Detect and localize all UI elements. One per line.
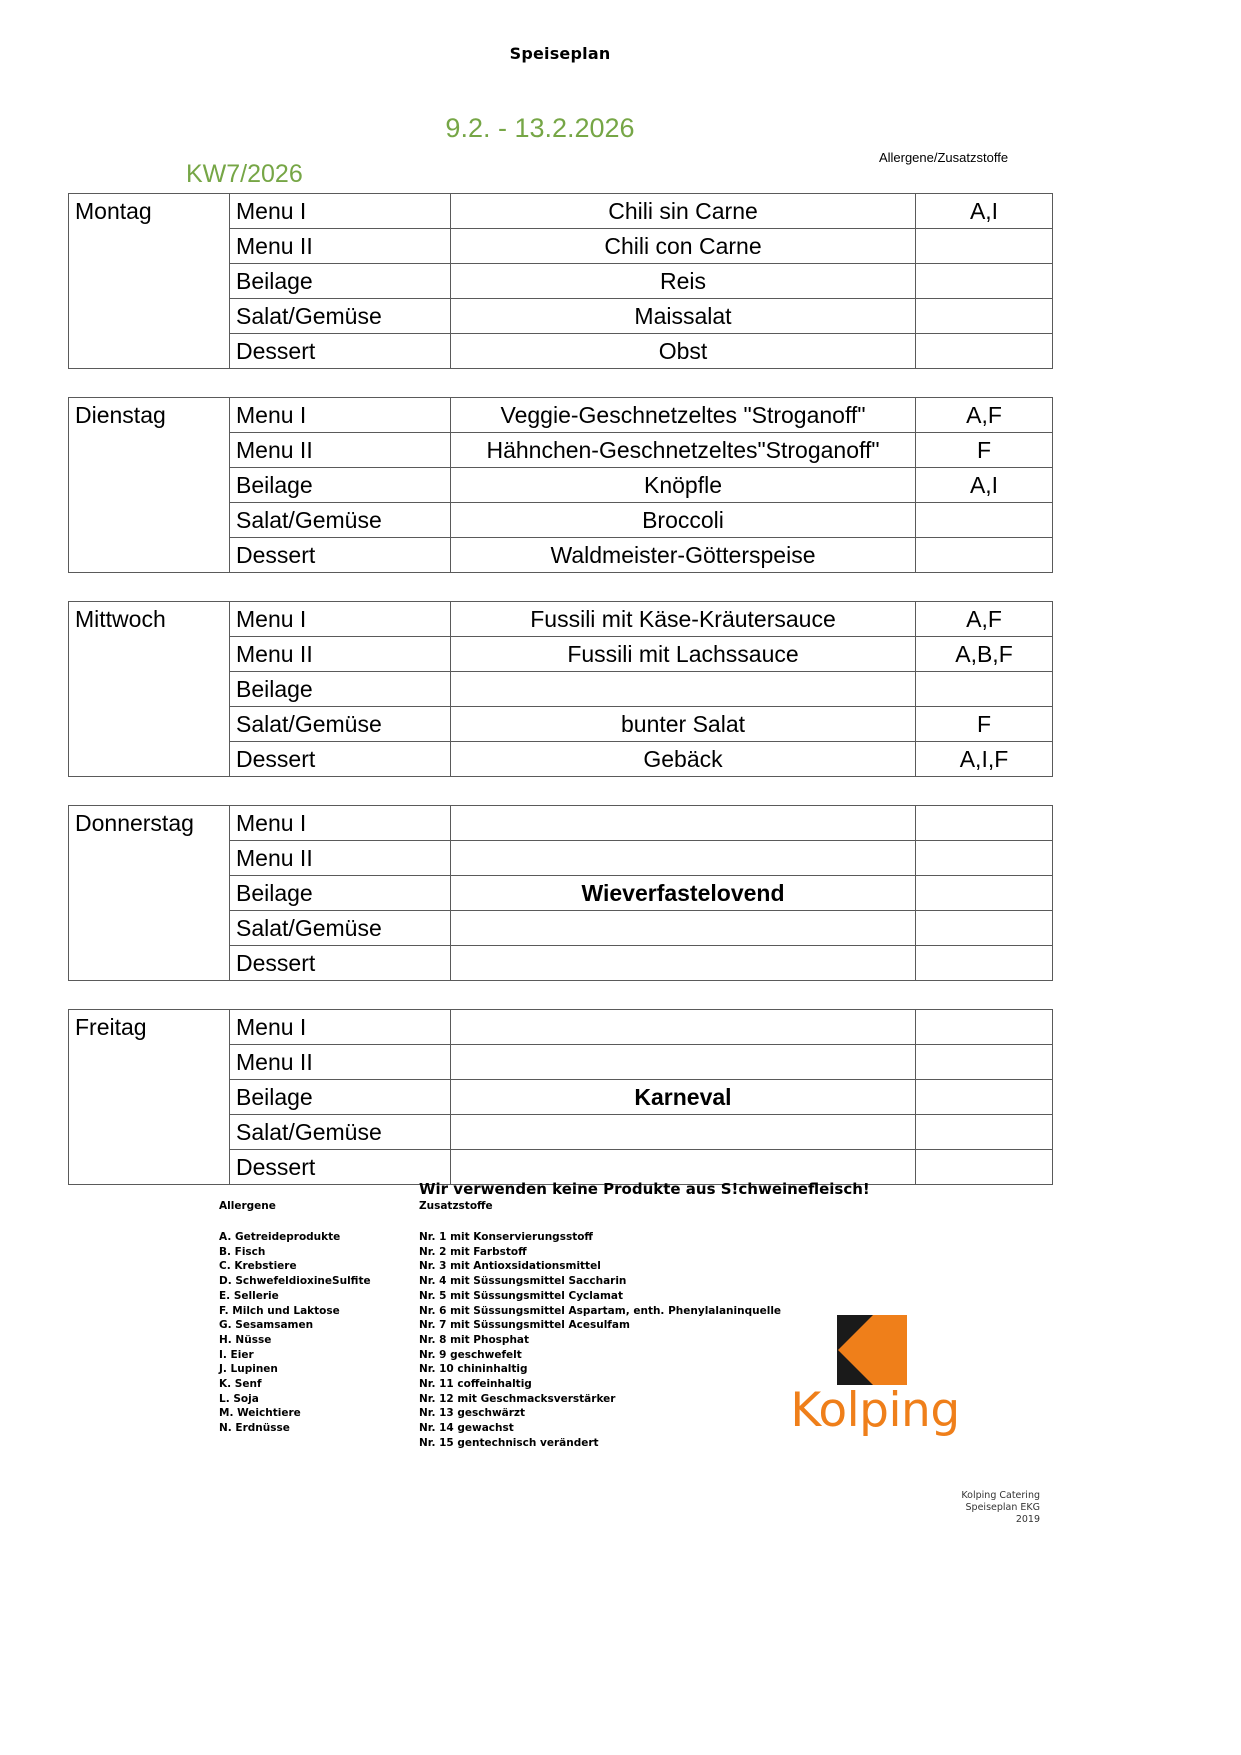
allergen-codes <box>916 672 1053 707</box>
dish-name <box>451 1115 916 1150</box>
allergen-codes: F <box>916 433 1053 468</box>
allergen-codes <box>916 334 1053 369</box>
table-row <box>69 264 1053 299</box>
row-kind: Dessert <box>230 1150 451 1185</box>
row-kind: Salat/Gemüse <box>230 299 451 334</box>
row-kind: Dessert <box>230 334 451 369</box>
dish-name: Chili sin Carne <box>451 194 916 229</box>
dish-name: Maissalat <box>451 299 916 334</box>
holiday-note: Karneval <box>451 1080 916 1115</box>
day-spacer <box>69 503 230 538</box>
document-footer <box>880 1490 1040 1526</box>
dish-name: Chili con Carne <box>451 229 916 264</box>
dish-name: Fussili mit Lachssauce <box>451 637 916 672</box>
row-kind: Menu I <box>230 194 451 229</box>
allergen-codes <box>916 911 1053 946</box>
legend-allergen-item: I. Eier <box>219 1348 254 1361</box>
legend-additives-title: Zusatzstoffe <box>419 1200 493 1212</box>
row-kind: Menu II <box>230 637 451 672</box>
allergen-codes <box>916 229 1053 264</box>
allergen-codes <box>916 1150 1053 1185</box>
legend-additive-item: Nr. 12 mit Geschmacksverstärker <box>419 1392 616 1405</box>
day-name-montag: Montag <box>69 194 230 229</box>
allergen-codes: A,I,F <box>916 742 1053 777</box>
dish-name: Reis <box>451 264 916 299</box>
legend-additive-item: Nr. 9 geschwefelt <box>419 1348 522 1361</box>
day-table-dienstag <box>68 397 1053 573</box>
table-row <box>69 468 1053 503</box>
allergen-codes <box>916 946 1053 981</box>
legend-allergen-item: J. Lupinen <box>219 1363 278 1376</box>
row-kind: Menu II <box>230 229 451 264</box>
dish-name <box>451 672 916 707</box>
legend-additives-column <box>419 1200 781 1451</box>
allergen-codes: A,I <box>916 194 1053 229</box>
allergen-codes <box>916 538 1053 573</box>
table-row <box>69 911 1053 946</box>
row-kind: Menu II <box>230 841 451 876</box>
legend-additive-item: Nr. 7 mit Süssungsmittel Acesulfam <box>419 1319 630 1332</box>
allergen-codes: A,I <box>916 468 1053 503</box>
table-row <box>69 707 1053 742</box>
table-row <box>69 806 1053 841</box>
row-kind: Beilage <box>230 468 451 503</box>
day-spacer <box>69 1080 230 1115</box>
legend-allergen-item: M. Weichtiere <box>219 1407 301 1420</box>
day-spacer <box>69 1150 230 1185</box>
dish-name <box>451 841 916 876</box>
table-row <box>69 1115 1053 1150</box>
day-spacer <box>69 946 230 981</box>
table-row <box>69 876 1053 911</box>
table-row <box>69 841 1053 876</box>
table-row <box>69 946 1053 981</box>
row-kind: Salat/Gemüse <box>230 503 451 538</box>
legend-allergen-item: N. Erdnüsse <box>219 1422 290 1435</box>
legend-additive-item: Nr. 15 gentechnisch verändert <box>419 1436 599 1449</box>
footer-line-2: Speiseplan EKG <box>965 1502 1040 1513</box>
table-row <box>69 194 1053 229</box>
page-title: Speiseplan <box>509 44 611 63</box>
allergen-codes <box>916 299 1053 334</box>
allergen-codes: A,F <box>916 398 1053 433</box>
table-row <box>69 1010 1053 1045</box>
day-table-body <box>69 602 1053 777</box>
row-kind: Menu I <box>230 806 451 841</box>
allergen-codes <box>916 503 1053 538</box>
row-kind: Beilage <box>230 876 451 911</box>
dish-name <box>451 1045 916 1080</box>
row-kind: Dessert <box>230 946 451 981</box>
day-table-body <box>69 194 1053 369</box>
row-kind: Menu I <box>230 1010 451 1045</box>
allergen-codes <box>916 876 1053 911</box>
day-table-montag <box>68 193 1053 369</box>
dish-name: Waldmeister-Götterspeise <box>451 538 916 573</box>
legend-additive-item: Nr. 11 coffeinhaltig <box>419 1378 532 1391</box>
allergen-codes <box>916 1080 1053 1115</box>
day-spacer <box>69 264 230 299</box>
legend-additive-item: Nr. 1 mit Konservierungsstoff <box>419 1231 593 1243</box>
legend-additive-item: Nr. 14 gewachst <box>419 1422 514 1435</box>
row-kind: Beilage <box>230 1080 451 1115</box>
table-row <box>69 334 1053 369</box>
footer-line-1: Kolping Catering <box>961 1490 1040 1501</box>
row-kind: Salat/Gemüse <box>230 1115 451 1150</box>
legend-allergen-item: L. Soja <box>219 1392 259 1405</box>
allergen-codes <box>916 841 1053 876</box>
allergen-codes <box>916 1115 1053 1150</box>
table-row <box>69 742 1053 777</box>
day-table-freitag <box>68 1009 1053 1185</box>
legend-additive-item: Nr. 2 mit Farbstoff <box>419 1245 527 1258</box>
legend-allergen-item: G. Sesamsamen <box>219 1319 314 1332</box>
dish-name: Gebäck <box>451 742 916 777</box>
day-spacer <box>69 299 230 334</box>
day-spacer <box>69 433 230 468</box>
legend-allergen-item: D. SchwefeldioxineSulfite <box>219 1275 371 1288</box>
day-spacer <box>69 672 230 707</box>
dish-name: bunter Salat <box>451 707 916 742</box>
allergen-codes <box>916 806 1053 841</box>
table-row <box>69 538 1053 573</box>
table-row <box>69 602 1053 637</box>
allergen-codes: A,F <box>916 602 1053 637</box>
table-row <box>69 1080 1053 1115</box>
table-row <box>69 398 1053 433</box>
legend-additive-item: Nr. 10 chininhaltig <box>419 1363 528 1376</box>
legend-additive-item: Nr. 3 mit Antioxsidationsmittel <box>419 1260 601 1273</box>
table-row <box>69 503 1053 538</box>
row-kind: Menu II <box>230 433 451 468</box>
allergen-column-header: Allergene/Zusatzstoffe <box>878 150 1009 165</box>
day-spacer <box>69 841 230 876</box>
legend-allergen-item: K. Senf <box>219 1378 262 1391</box>
day-spacer <box>69 1045 230 1080</box>
legend-allergens-column <box>219 1200 371 1436</box>
day-spacer <box>69 637 230 672</box>
row-kind: Salat/Gemüse <box>230 707 451 742</box>
dish-name: Obst <box>451 334 916 369</box>
row-kind: Salat/Gemüse <box>230 911 451 946</box>
dish-name: Hähnchen-Geschnetzeltes"Stroganoff" <box>451 433 916 468</box>
dish-name <box>451 1010 916 1045</box>
row-kind: Menu II <box>230 1045 451 1080</box>
day-name-dienstag: Dienstag <box>69 398 230 433</box>
legend-allergen-item: B. Fisch <box>219 1245 266 1258</box>
dish-name <box>451 911 916 946</box>
row-kind: Beilage <box>230 264 451 299</box>
day-table-donnerstag <box>68 805 1053 981</box>
legend-additive-item: Nr. 6 mit Süssungsmittel Aspartam, enth. Phenylalaninquelle <box>419 1304 782 1317</box>
legend-allergen-item: A. Getreideprodukte <box>219 1231 341 1243</box>
dish-name: Knöpfle <box>451 468 916 503</box>
dish-name <box>451 806 916 841</box>
day-name-freitag: Freitag <box>69 1010 230 1045</box>
dish-name: Veggie-Geschnetzeltes "Stroganoff" <box>451 398 916 433</box>
legend-allergen-item: H. Nüsse <box>219 1333 272 1346</box>
allergen-codes <box>916 264 1053 299</box>
day-spacer <box>69 229 230 264</box>
date-range: 9.2. - 13.2.2026 <box>445 113 635 143</box>
holiday-note: Wieverfastelovend <box>451 876 916 911</box>
day-spacer <box>69 707 230 742</box>
table-row <box>69 433 1053 468</box>
row-kind: Menu I <box>230 398 451 433</box>
allergen-codes <box>916 1045 1053 1080</box>
kolping-mark-icon <box>837 1315 907 1385</box>
dish-name: Broccoli <box>451 503 916 538</box>
day-spacer <box>69 876 230 911</box>
kolping-wordmark: Kolping <box>790 1383 960 1438</box>
day-table-body <box>69 806 1053 981</box>
allergen-codes: F <box>916 707 1053 742</box>
table-row <box>69 1045 1053 1080</box>
table-row <box>69 672 1053 707</box>
day-spacer <box>69 468 230 503</box>
legend-allergens-title: Allergene <box>219 1200 276 1212</box>
legend-additive-item: Nr. 5 mit Süssungsmittel Cyclamat <box>419 1289 624 1302</box>
legend-allergen-item: E. Sellerie <box>219 1289 279 1302</box>
kolping-logo <box>775 1315 975 1438</box>
table-row <box>69 229 1053 264</box>
calendar-week: KW7/2026 <box>186 160 303 188</box>
day-table-body <box>69 398 1053 573</box>
row-kind: Menu I <box>230 602 451 637</box>
dish-name <box>451 946 916 981</box>
footer-line-3: 2019 <box>1015 1514 1040 1525</box>
dish-name: Fussili mit Käse-Kräutersauce <box>451 602 916 637</box>
legend-additive-item: Nr. 13 geschwärzt <box>419 1407 526 1420</box>
day-table-mittwoch <box>68 601 1053 777</box>
no-pork-notice: Wir verwenden keine Produkte aus S!chweinefleisch! <box>419 1180 870 1198</box>
day-spacer <box>69 1115 230 1150</box>
day-spacer <box>69 742 230 777</box>
day-spacer <box>69 911 230 946</box>
day-spacer <box>69 538 230 573</box>
row-kind: Dessert <box>230 538 451 573</box>
day-table-body <box>69 1010 1053 1185</box>
allergen-codes <box>916 1010 1053 1045</box>
table-row <box>69 299 1053 334</box>
day-spacer <box>69 334 230 369</box>
legend-additive-item: Nr. 4 mit Süssungsmittel Saccharin <box>419 1275 627 1288</box>
allergen-codes: A,B,F <box>916 637 1053 672</box>
row-kind: Beilage <box>230 672 451 707</box>
legend-allergen-item: F. Milch und Laktose <box>219 1304 340 1317</box>
table-row <box>69 637 1053 672</box>
row-kind: Dessert <box>230 742 451 777</box>
day-name-donnerstag: Donnerstag <box>69 806 230 841</box>
day-name-mittwoch: Mittwoch <box>69 602 230 637</box>
legend-allergen-item: C. Krebstiere <box>219 1260 297 1273</box>
legend-additive-item: Nr. 8 mit Phosphat <box>419 1333 530 1346</box>
